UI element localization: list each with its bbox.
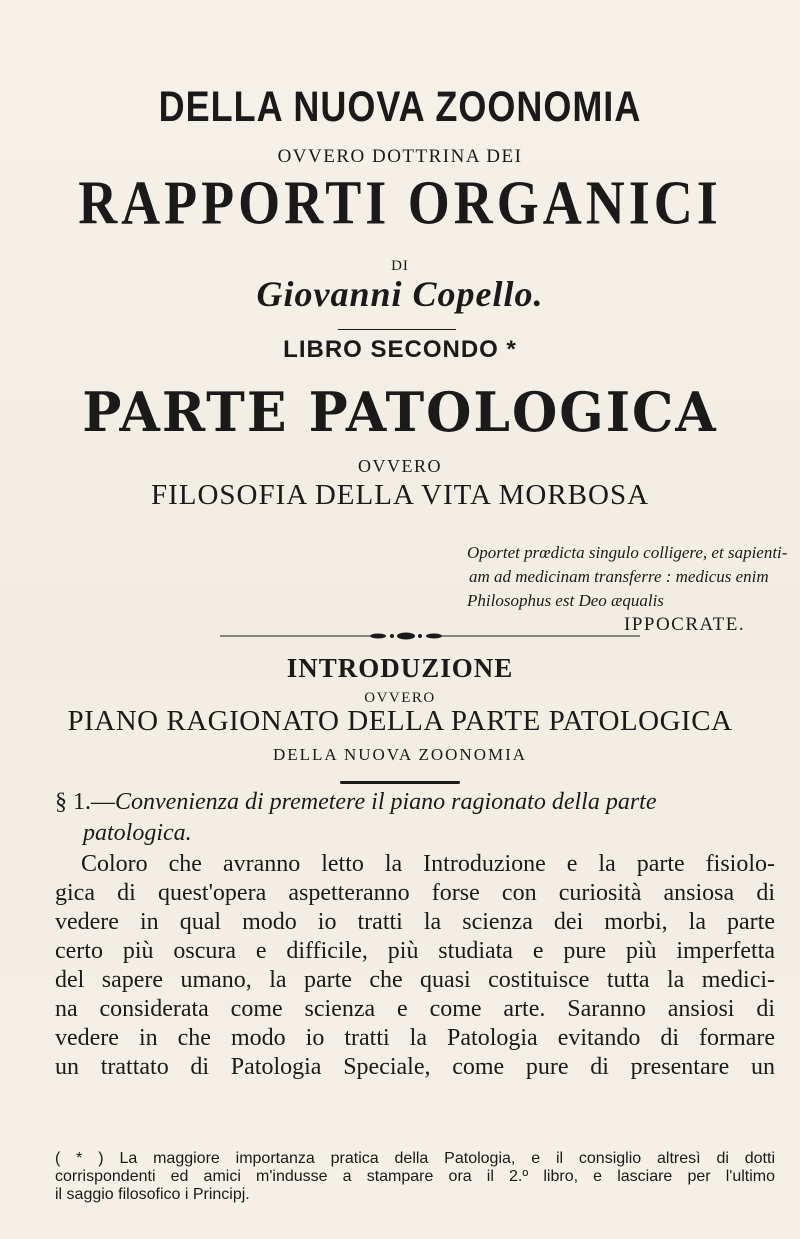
body-line: certo più oscura e difficile, più studiata e pure più imperfetta: [55, 938, 775, 964]
author-preposition: DI: [391, 258, 409, 274]
author-name: Giovanni Copello.: [256, 274, 544, 314]
epigraph-line: Oportet prœdicta singulo colligere, et sapienti-: [467, 543, 788, 562]
book-number: LIBRO SECONDO *: [283, 336, 517, 363]
section-heading-text: Convenienza di premetere il piano ragionato della parte: [115, 789, 657, 815]
section-number: § 1.—: [55, 789, 115, 815]
footnote-line: il saggio filosofico i Principj.: [55, 1186, 250, 1203]
section-heading-text: patologica.: [83, 820, 192, 846]
ovvero-line-3: OVVERO: [364, 690, 436, 706]
epigraph-line: am ad medicinam transferre : medicus enim: [469, 567, 769, 586]
section-divider: [340, 781, 460, 784]
body-line: un trattato di Patologia Speciale, come pure di presentare un: [55, 1054, 775, 1080]
body-line: na considerata come scienza e come arte. Saranno ansiosi di: [55, 996, 775, 1022]
ornament-divider: [220, 630, 640, 642]
body-line: gica di quest'opera aspetteranno forse con curiosità ansiosa di: [55, 880, 775, 906]
ovvero-line-2: OVVERO: [358, 456, 442, 476]
epigraph: [467, 541, 787, 613]
ovvero-line-1: OVVERO DOTTRINA DEI: [277, 146, 523, 167]
introduction-title: INTRODUZIONE: [286, 653, 514, 683]
introduction-subtitle: PIANO RAGIONATO DELLA PARTE PATOLOGICA: [67, 705, 733, 737]
body-line: vedere in qual modo io tratti la scienza dei morbi, la parte: [55, 909, 775, 935]
body-line: vedere in che modo io tratti la Patologia evitando di formare: [55, 1025, 775, 1051]
part-title: PARTE PATOLOGICA: [82, 380, 718, 445]
body-line: Coloro che avranno letto la Introduzione e la parte fisiolo-: [81, 851, 775, 877]
body-paragraph: [55, 850, 775, 1082]
section-heading: [55, 787, 775, 849]
main-title: DELLA NUOVA ZOONOMIA: [158, 82, 642, 131]
subject-title: RAPPORTI ORGANICI: [78, 168, 722, 238]
footnote-line: ( * ) La maggiore importanza pratica della Patologia, e il consiglio altresì di dotti: [55, 1150, 775, 1167]
epigraph-line: Philosophus est Deo æqualis: [467, 591, 664, 610]
footnote: [55, 1150, 775, 1204]
epigraph-attribution: IPPOCRATE.: [624, 614, 746, 635]
part-subtitle: FILOSOFIA DELLA VITA MORBOSA: [150, 479, 650, 511]
footnote-line: corrispondenti ed amici m'indusse a stampare ora il 2.º libro, e lasciare per l'ultimo: [55, 1168, 775, 1185]
body-line: del sapere umano, la parte che quasi costituisce tutta la medici-: [55, 967, 775, 993]
introduction-subtitle-2: DELLA NUOVA ZOONOMIA: [272, 745, 528, 764]
title-divider: [338, 329, 456, 330]
